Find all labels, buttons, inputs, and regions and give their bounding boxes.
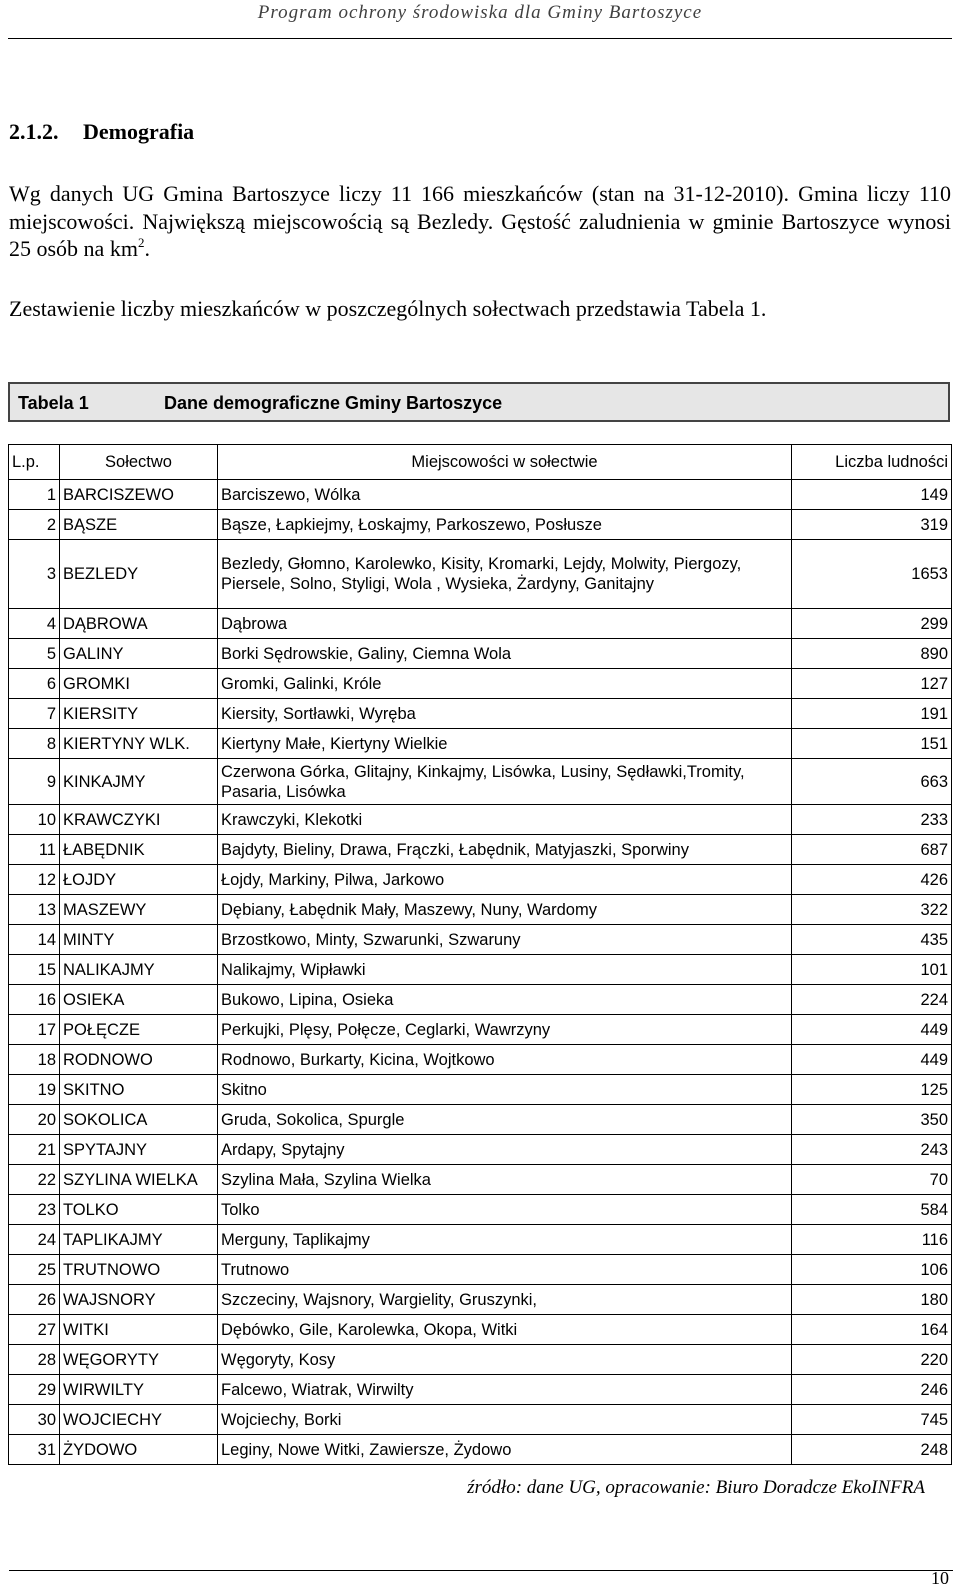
cell-solectwo: POŁĘCZE bbox=[60, 1015, 218, 1045]
cell-miejscowosci: Kiersity, Sortławki, Wyręba bbox=[218, 699, 792, 729]
table-row bbox=[9, 1285, 952, 1315]
cell-lp: 31 bbox=[9, 1435, 60, 1465]
table-row bbox=[9, 835, 952, 865]
table-row bbox=[9, 540, 952, 609]
cell-miejscowosci: Węgoryty, Kosy bbox=[218, 1345, 792, 1375]
table-row bbox=[9, 1435, 952, 1465]
cell-miejscowosci: Barciszewo, Wólka bbox=[218, 480, 792, 510]
table-row bbox=[9, 1375, 952, 1405]
cell-lp: 19 bbox=[9, 1075, 60, 1105]
cell-solectwo: TOLKO bbox=[60, 1195, 218, 1225]
cell-solectwo: GALINY bbox=[60, 639, 218, 669]
table-row bbox=[9, 669, 952, 699]
header-miejscowosci: Miejscowości w sołectwie bbox=[218, 445, 792, 480]
cell-miejscowosci: Gromki, Galinki, Króle bbox=[218, 669, 792, 699]
cell-miejscowosci: Skitno bbox=[218, 1075, 792, 1105]
cell-ludnosc: 164 bbox=[792, 1315, 952, 1345]
header-solectwo: Sołectwo bbox=[60, 445, 218, 480]
cell-lp: 16 bbox=[9, 985, 60, 1015]
table-row bbox=[9, 1135, 952, 1165]
table-row bbox=[9, 955, 952, 985]
cell-ludnosc: 101 bbox=[792, 955, 952, 985]
cell-ludnosc: 319 bbox=[792, 510, 952, 540]
cell-miejscowosci: Dębówko, Gile, Karolewka, Okopa, Witki bbox=[218, 1315, 792, 1345]
cell-solectwo: KINKAJMY bbox=[60, 759, 218, 805]
cell-ludnosc: 180 bbox=[792, 1285, 952, 1315]
cell-lp: 2 bbox=[9, 510, 60, 540]
cell-lp: 12 bbox=[9, 865, 60, 895]
cell-ludnosc: 435 bbox=[792, 925, 952, 955]
cell-ludnosc: 125 bbox=[792, 1075, 952, 1105]
demographics-table bbox=[8, 444, 952, 1465]
cell-miejscowosci: Krawczyki, Klekotki bbox=[218, 805, 792, 835]
cell-solectwo: BEZLEDY bbox=[60, 540, 218, 609]
table-row bbox=[9, 729, 952, 759]
table-row bbox=[9, 985, 952, 1015]
cell-lp: 13 bbox=[9, 895, 60, 925]
cell-solectwo: SPYTAJNY bbox=[60, 1135, 218, 1165]
cell-solectwo: OSIEKA bbox=[60, 985, 218, 1015]
cell-lp: 29 bbox=[9, 1375, 60, 1405]
cell-solectwo: WAJSNORY bbox=[60, 1285, 218, 1315]
cell-lp: 27 bbox=[9, 1315, 60, 1345]
header-ludnosc: Liczba ludności bbox=[792, 445, 952, 480]
table-row bbox=[9, 925, 952, 955]
cell-ludnosc: 224 bbox=[792, 985, 952, 1015]
cell-miejscowosci: Wojciechy, Borki bbox=[218, 1405, 792, 1435]
cell-solectwo: RODNOWO bbox=[60, 1045, 218, 1075]
cell-ludnosc: 220 bbox=[792, 1345, 952, 1375]
cell-lp: 11 bbox=[9, 835, 60, 865]
cell-miejscowosci: Rodnowo, Burkarty, Kicina, Wojtkowo bbox=[218, 1045, 792, 1075]
cell-miejscowosci: Łojdy, Markiny, Pilwa, Jarkowo bbox=[218, 865, 792, 895]
table-row bbox=[9, 1045, 952, 1075]
cell-lp: 9 bbox=[9, 759, 60, 805]
table-row bbox=[9, 1195, 952, 1225]
running-header: Program ochrony środowiska dla Gminy Bartoszyce bbox=[257, 2, 703, 23]
cell-solectwo: DĄBROWA bbox=[60, 609, 218, 639]
cell-lp: 18 bbox=[9, 1045, 60, 1075]
intro-text: Wg danych UG Gmina Bartoszyce liczy 11 166 mieszkańców (stan na 31-12-2010). Gmina liczy 110 miejscowości. Największą miejscowością są Bezledy. Gęstość zaludnienia w gminie Bartoszyce wynosi 25 osób na km bbox=[9, 181, 951, 261]
cell-ludnosc: 243 bbox=[792, 1135, 952, 1165]
table-row bbox=[9, 1015, 952, 1045]
cell-ludnosc: 322 bbox=[792, 895, 952, 925]
table-row bbox=[9, 510, 952, 540]
cell-solectwo: NALIKAJMY bbox=[60, 955, 218, 985]
cell-miejscowosci: Dąbrowa bbox=[218, 609, 792, 639]
cell-solectwo: WITKI bbox=[60, 1315, 218, 1345]
source-note: źródło: dane UG, opracowanie: Biuro Doradcze EkoINFRA bbox=[467, 1477, 925, 1498]
cell-solectwo: SOKOLICA bbox=[60, 1105, 218, 1135]
cell-lp: 22 bbox=[9, 1165, 60, 1195]
cell-miejscowosci: Falcewo, Wiatrak, Wirwilty bbox=[218, 1375, 792, 1405]
cell-lp: 8 bbox=[9, 729, 60, 759]
cell-miejscowosci: Kiertyny Małe, Kiertyny Wielkie bbox=[218, 729, 792, 759]
cell-lp: 26 bbox=[9, 1285, 60, 1315]
cell-lp: 17 bbox=[9, 1015, 60, 1045]
cell-miejscowosci: Bąsze, Łapkiejmy, Łoskajmy, Parkoszewo, Posłusze bbox=[218, 510, 792, 540]
cell-lp: 25 bbox=[9, 1255, 60, 1285]
cell-lp: 24 bbox=[9, 1225, 60, 1255]
cell-ludnosc: 248 bbox=[792, 1435, 952, 1465]
table-row bbox=[9, 895, 952, 925]
cell-solectwo: BARCISZEWO bbox=[60, 480, 218, 510]
cell-miejscowosci: Ardapy, Spytajny bbox=[218, 1135, 792, 1165]
cell-miejscowosci: Czerwona Górka, Glitajny, Kinkajmy, Lisówka, Lusiny, Sędławki,Tromity, Pasaria, Lisówka bbox=[218, 759, 792, 805]
cell-lp: 15 bbox=[9, 955, 60, 985]
cell-ludnosc: 890 bbox=[792, 639, 952, 669]
section-title: Demografia bbox=[83, 119, 195, 144]
cell-miejscowosci: Szylina Mała, Szylina Wielka bbox=[218, 1165, 792, 1195]
cell-ludnosc: 449 bbox=[792, 1045, 952, 1075]
cell-ludnosc: 191 bbox=[792, 699, 952, 729]
cell-miejscowosci: Leginy, Nowe Witki, Zawiersze, Żydowo bbox=[218, 1435, 792, 1465]
cell-solectwo: MASZEWY bbox=[60, 895, 218, 925]
cell-miejscowosci: Szczeciny, Wajsnory, Wargielity, Gruszynki, bbox=[218, 1285, 792, 1315]
section-number: 2.1.2. bbox=[9, 119, 59, 144]
cell-solectwo: SZYLINA WIELKA bbox=[60, 1165, 218, 1195]
table-body bbox=[9, 480, 952, 1465]
cell-miejscowosci: Nalikajmy, Wipławki bbox=[218, 955, 792, 985]
cell-ludnosc: 1653 bbox=[792, 540, 952, 609]
cell-ludnosc: 127 bbox=[792, 669, 952, 699]
cell-lp: 30 bbox=[9, 1405, 60, 1435]
table-row bbox=[9, 805, 952, 835]
cell-ludnosc: 116 bbox=[792, 1225, 952, 1255]
cell-miejscowosci: Brzostkowo, Minty, Szwarunki, Szwaruny bbox=[218, 925, 792, 955]
cell-miejscowosci: Bezledy, Głomno, Karolewko, Kisity, Kromarki, Lejdy, Molwity, Piergozy, Piersele, Solno, Styligi, Wola , Wysieka, Żardyny, Ganitajny bbox=[218, 540, 792, 609]
cell-lp: 21 bbox=[9, 1135, 60, 1165]
intro-text-end: . bbox=[144, 236, 150, 261]
cell-ludnosc: 299 bbox=[792, 609, 952, 639]
cell-solectwo: KIERTYNY WLK. bbox=[60, 729, 218, 759]
cell-lp: 10 bbox=[9, 805, 60, 835]
cell-ludnosc: 426 bbox=[792, 865, 952, 895]
cell-miejscowosci: Trutnowo bbox=[218, 1255, 792, 1285]
cell-ludnosc: 70 bbox=[792, 1165, 952, 1195]
cell-solectwo: ŻYDOWO bbox=[60, 1435, 218, 1465]
cell-ludnosc: 106 bbox=[792, 1255, 952, 1285]
section-heading bbox=[9, 119, 194, 145]
table-row bbox=[9, 865, 952, 895]
cell-miejscowosci: Perkujki, Plęsy, Połęcze, Ceglarki, Wawrzyny bbox=[218, 1015, 792, 1045]
cell-lp: 4 bbox=[9, 609, 60, 639]
cell-miejscowosci: Tolko bbox=[218, 1195, 792, 1225]
table-reference-paragraph: Zestawienie liczby mieszkańców w poszczególnych sołectwach przedstawia Tabela 1. bbox=[9, 296, 767, 321]
table-caption bbox=[8, 382, 950, 422]
cell-ludnosc: 233 bbox=[792, 805, 952, 835]
cell-lp: 7 bbox=[9, 699, 60, 729]
table-row bbox=[9, 1255, 952, 1285]
table-row bbox=[9, 1165, 952, 1195]
cell-lp: 14 bbox=[9, 925, 60, 955]
cell-solectwo: TAPLIKAJMY bbox=[60, 1225, 218, 1255]
cell-lp: 6 bbox=[9, 669, 60, 699]
cell-lp: 1 bbox=[9, 480, 60, 510]
cell-ludnosc: 584 bbox=[792, 1195, 952, 1225]
table-caption-label: Tabela 1 bbox=[18, 393, 89, 413]
cell-solectwo: GROMKI bbox=[60, 669, 218, 699]
table-row bbox=[9, 609, 952, 639]
cell-miejscowosci: Dębiany, Łabędnik Mały, Maszewy, Nuny, Wardomy bbox=[218, 895, 792, 925]
table-caption-title: Dane demograficzne Gminy Bartoszyce bbox=[164, 393, 503, 413]
cell-miejscowosci: Gruda, Sokolica, Spurgle bbox=[218, 1105, 792, 1135]
cell-solectwo: BĄSZE bbox=[60, 510, 218, 540]
table-row bbox=[9, 1315, 952, 1345]
footer-divider bbox=[9, 1570, 953, 1571]
table-row bbox=[9, 1075, 952, 1105]
intro-paragraph bbox=[9, 180, 951, 263]
cell-solectwo: WĘGORYTY bbox=[60, 1345, 218, 1375]
header-lp: L.p. bbox=[9, 445, 60, 480]
cell-solectwo: ŁOJDY bbox=[60, 865, 218, 895]
cell-ludnosc: 350 bbox=[792, 1105, 952, 1135]
cell-solectwo: ŁABĘDNIK bbox=[60, 835, 218, 865]
table-row bbox=[9, 699, 952, 729]
table-row bbox=[9, 1105, 952, 1135]
cell-ludnosc: 663 bbox=[792, 759, 952, 805]
cell-solectwo: SKITNO bbox=[60, 1075, 218, 1105]
cell-lp: 5 bbox=[9, 639, 60, 669]
cell-solectwo: KIERSITY bbox=[60, 699, 218, 729]
cell-lp: 3 bbox=[9, 540, 60, 609]
cell-solectwo: WOJCIECHY bbox=[60, 1405, 218, 1435]
cell-solectwo: MINTY bbox=[60, 925, 218, 955]
superscript: 2 bbox=[137, 235, 145, 250]
cell-lp: 20 bbox=[9, 1105, 60, 1135]
cell-solectwo: KRAWCZYKI bbox=[60, 805, 218, 835]
table-row bbox=[9, 1225, 952, 1255]
cell-miejscowosci: Bukowo, Lipina, Osieka bbox=[218, 985, 792, 1015]
table-header-row bbox=[9, 445, 952, 480]
cell-ludnosc: 745 bbox=[792, 1405, 952, 1435]
cell-miejscowosci: Borki Sędrowskie, Galiny, Ciemna Wola bbox=[218, 639, 792, 669]
table-row bbox=[9, 480, 952, 510]
header-divider bbox=[8, 38, 952, 39]
cell-ludnosc: 151 bbox=[792, 729, 952, 759]
page-number: 10 bbox=[931, 1568, 949, 1588]
table-row bbox=[9, 639, 952, 669]
cell-ludnosc: 246 bbox=[792, 1375, 952, 1405]
cell-ludnosc: 449 bbox=[792, 1015, 952, 1045]
cell-miejscowosci: Bajdyty, Bieliny, Drawa, Frączki, Łabędnik, Matyjaszki, Sporwiny bbox=[218, 835, 792, 865]
cell-solectwo: WIRWILTY bbox=[60, 1375, 218, 1405]
table-row bbox=[9, 1345, 952, 1375]
cell-solectwo: TRUTNOWO bbox=[60, 1255, 218, 1285]
cell-lp: 28 bbox=[9, 1345, 60, 1375]
cell-miejscowosci: Merguny, Taplikajmy bbox=[218, 1225, 792, 1255]
cell-ludnosc: 149 bbox=[792, 480, 952, 510]
table-row bbox=[9, 759, 952, 805]
cell-ludnosc: 687 bbox=[792, 835, 952, 865]
table-row bbox=[9, 1405, 952, 1435]
cell-lp: 23 bbox=[9, 1195, 60, 1225]
